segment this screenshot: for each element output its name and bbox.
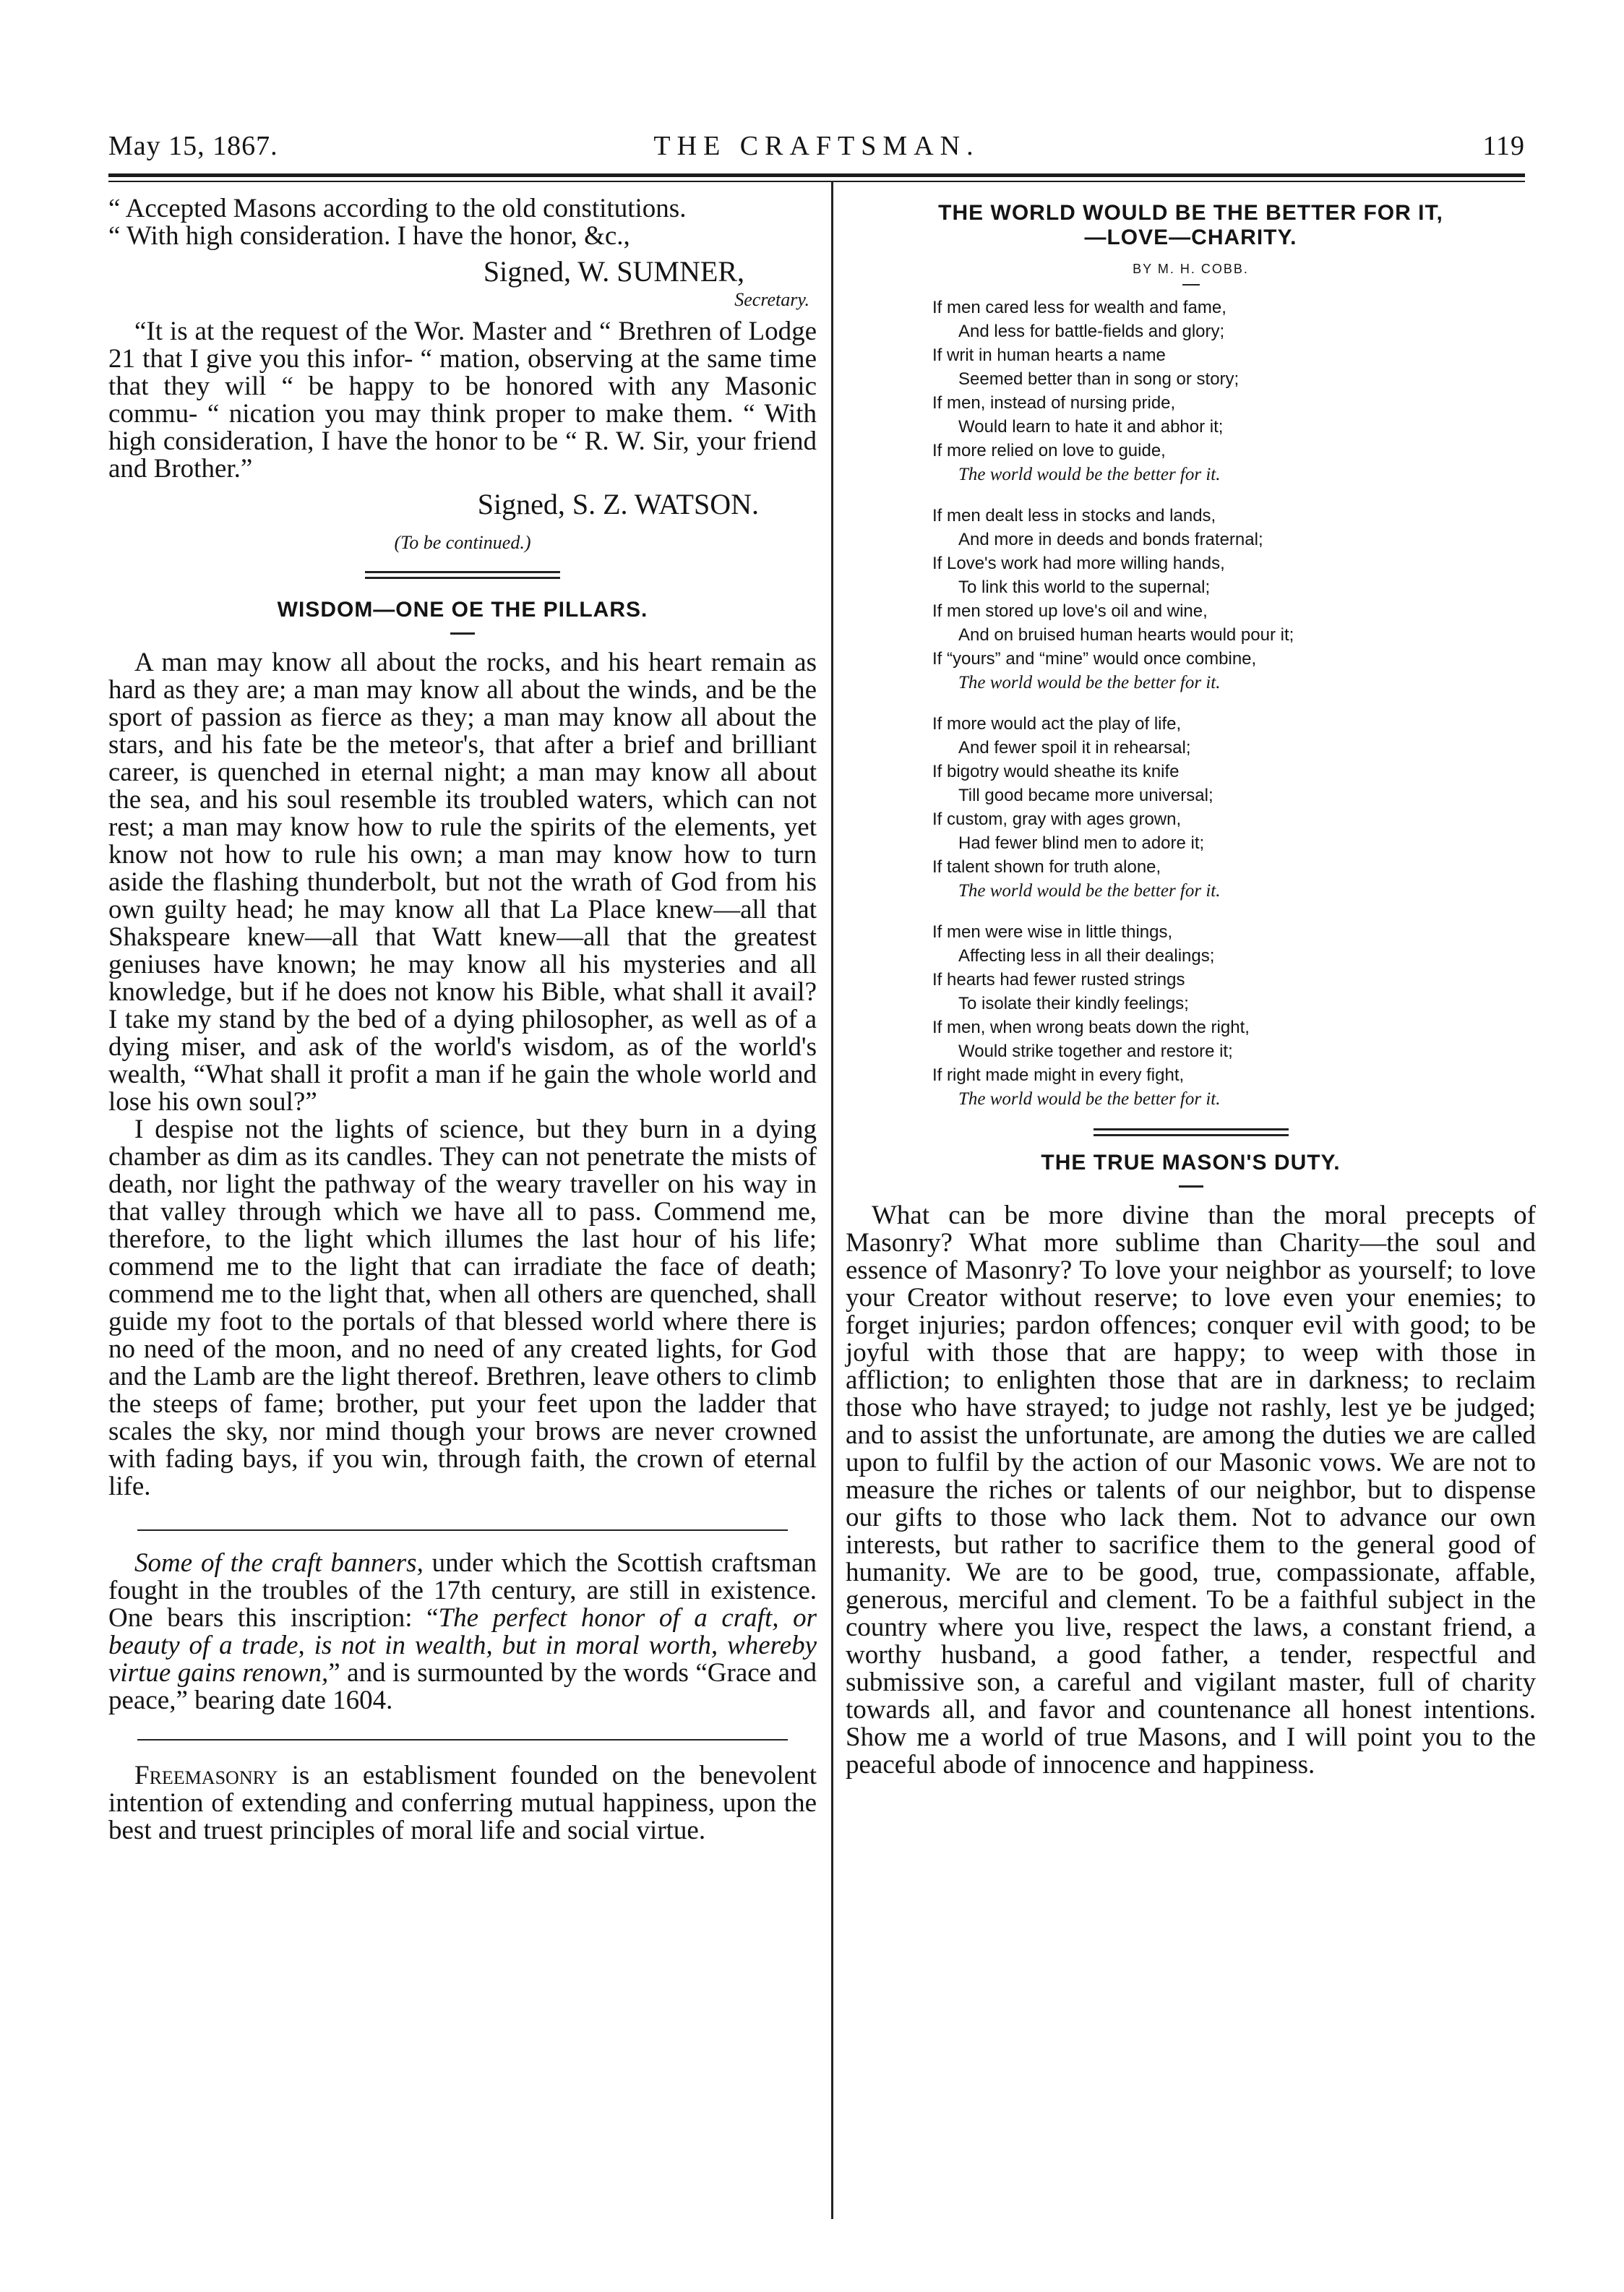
letter-line-1: “ Accepted Masons according to the old constitutions. xyxy=(108,194,687,223)
heading-dash xyxy=(450,632,475,635)
poem-line: And fewer spoil it in rehearsal; xyxy=(958,738,1191,757)
page-number: 119 xyxy=(1482,131,1525,161)
poem-line: If bigotry would sheathe its knife xyxy=(932,762,1180,781)
poem-title-line-1: THE WORLD WOULD BE THE BETTER FOR IT, xyxy=(938,201,1443,225)
wisdom-heading: WISDOM—ONE OE THE PILLARS. xyxy=(277,598,648,622)
byline-dash xyxy=(1182,284,1200,286)
page-header xyxy=(108,130,1525,162)
header-rule-thick xyxy=(108,173,1525,177)
continued-note: (To be continued.) xyxy=(394,532,531,553)
poem-title-line-2: —LOVE—CHARITY. xyxy=(1084,226,1297,249)
poem-line: Till good became more universal; xyxy=(958,786,1213,805)
poem-line: If writ in human hearts a name xyxy=(932,345,1166,365)
poem-line: And more in deeds and bonds fraternal; xyxy=(958,530,1263,549)
freemasonry-text: is an establisment founded on the benevolent intention of extending and conferring mutual happiness, upon the best and truest principles of moral life and social virtue. xyxy=(108,1761,817,1845)
letter-line-2: “ With high consideration. I have the honor, &c., xyxy=(108,221,630,251)
poem-stanza-3 xyxy=(932,712,1536,903)
poem-line: Would learn to hate it and abhor it; xyxy=(958,417,1224,437)
poem-line: If talent shown for truth alone, xyxy=(932,857,1161,877)
letter-paragraph: “It is at the request of the Wor. Master and “ Brethren of Lodge 21 that I give you this infor- “ mation, observing at the same time that they will “ be happy to be honored with any Masonic commu- “ nication you may think proper to make them. “ With high consideration, I have the honor to be “ R. W. Sir, your friend and Brother.” xyxy=(108,317,817,484)
poem-line: And on bruised human hearts would pour it; xyxy=(958,625,1294,645)
poem-refrain: The world would be the better for it. xyxy=(958,673,1221,692)
poem-line: Affecting less in all their dealings; xyxy=(958,946,1215,966)
poem-line: If more relied on love to guide, xyxy=(932,441,1166,460)
banners-text-2: ” and is surmounted by the words “Grace and peace,” bearing date 1604. xyxy=(108,1658,817,1715)
poem-line: To link this world to the supernal; xyxy=(958,578,1211,597)
poem-line: If right made might in every fight, xyxy=(932,1065,1185,1085)
wisdom-paragraph-2: I despise not the lights of science, but they burn in a dying chamber as dim as its candles. They can not penetrate the mists of death, nor light the pathway of the weary traveller on his way in that valley through which we have all to pass. Commend me, therefore, to the light which illumes the last hour of his life; commend me to the light that can irradiate the face of death; commend me to the light that, when all others are quenched, shall guide my foot to the portals of that blessed world where there is no need of the moon, and no need of any created lights, for God and the Lamb are the light thereof. Brethren, leave others to climb the steeps of fame; brother, put your feet upon the ladder that scales the sky, nor mind though your brows are never crowned with fading bays, if you win, through faith, the crown of eternal life. xyxy=(108,1115,817,1501)
section-separator xyxy=(1094,1128,1289,1136)
column-divider xyxy=(831,181,833,2219)
poem-line: Would strike together and restore it; xyxy=(958,1042,1233,1061)
right-column xyxy=(846,195,1536,1779)
duty-heading: THE TRUE MASON'S DUTY. xyxy=(1041,1151,1341,1175)
poem-refrain: The world would be the better for it. xyxy=(958,881,1221,901)
poem-line: If men, when wrong beats down the right, xyxy=(932,1018,1250,1037)
duty-paragraph: What can be more divine than the moral precepts of Masonry? What more sublime than Charity—the soul and essence of Masonry? To love your neighbor as yourself; to love your Creator without reserve; to love even your enemies; to forget injuries; pardon offences; conquer evil with good; to be joyful with those that are happy; to weep with those in affliction; to enlighten those that are in darkness; to reclaim those who have strayed; to judge not rashly, lest ye be judged; and to assist the unfortunate, are among the duties we are called upon to fulfil by the action of our Masonic vows. We are not to measure the riches or talents of our neighbor, but to dispense our gifts to those who lack them. Not to advance our own interests, but rather to sacrifice them to the general good of humanity. We are to be good, true, compassionate, affable, generous, merciful and clement. To be a faithful subject in the country where you live, respect the laws, a constant friend, a worthy husband, a good father, a tender, respectful and submissive son, a careful and vigilant master, full of charity towards all, and favor and countenance all honest intentions. Show me a world of true Masons, and I will point you to the peaceful abode of innocence and happiness. xyxy=(846,1201,1536,1780)
poem-line: If men were wise in little things, xyxy=(932,922,1173,942)
issue-date: May 15, 1867. xyxy=(108,131,278,161)
article-rule xyxy=(137,1529,788,1531)
poem-line: If men dealt less in stocks and lands, xyxy=(932,506,1216,525)
poem-line: Seemed better than in song or story; xyxy=(958,369,1240,389)
signature-sumner: Signed, W. SUMNER, xyxy=(483,255,744,288)
poem-byline: BY M. H. COBB. xyxy=(1133,262,1249,276)
poem-line: Had fewer blind men to adore it; xyxy=(958,833,1205,853)
poem-line: If more would act the play of life, xyxy=(932,714,1182,734)
article-rule-2 xyxy=(137,1739,788,1741)
poem-body xyxy=(932,296,1536,1111)
poem-line: And less for battle-fields and glory; xyxy=(958,322,1225,341)
poem-stanza-1 xyxy=(932,296,1536,486)
letter-continuation xyxy=(108,195,817,554)
banners-text-1: under which the Scottish craftsman fought in the troubles of the 17th century, are still in existence. One bears this inscription: “ xyxy=(108,1548,817,1633)
freemasonry-lead: Freemasonry xyxy=(134,1761,278,1790)
header-rule-thin xyxy=(108,181,1525,182)
heading-dash xyxy=(1179,1185,1203,1188)
publication-title: THE CRAFTSMAN. xyxy=(653,131,980,161)
poem-line: If custom, gray with ages grown, xyxy=(932,810,1182,829)
signature-watson: Signed, S. Z. WATSON. xyxy=(477,488,759,520)
article-freemasonry xyxy=(108,1762,817,1845)
poem-line: If hearts had fewer rusted strings xyxy=(932,970,1185,990)
freemasonry-paragraph xyxy=(108,1762,817,1845)
poem-line: If men, instead of nursing pride, xyxy=(932,393,1176,413)
poem-line: If Love's work had more willing hands, xyxy=(932,554,1225,573)
poem-line: If men cared less for wealth and fame, xyxy=(932,298,1226,317)
left-column xyxy=(108,195,817,1845)
article-true-masons-duty xyxy=(846,1151,1536,1779)
poem-stanza-2 xyxy=(932,504,1536,695)
article-wisdom xyxy=(108,598,817,1501)
poem-article xyxy=(846,201,1536,1111)
poem-stanza-4 xyxy=(932,920,1536,1111)
wisdom-paragraph-1: A man may know all about the rocks, and his heart remain as hard as they are; a man may know all about the winds, and be the sport of passion as fierce as they; a man may know all about the stars, and his fate be the meteor's, that after a brief and brilliant career, is quenched in eternal night; a man may know all about the sea, and his soul resemble its troubled waters, which can not rest; a man may know how to rule the spirits of the elements, yet know not how to rule his own; a man may know how to turn aside the flashing thunderbolt, but not the wrath of God from his own guilty head; he may know all that La Place knew—all that Shakspeare knew—all that Watt knew—all that the greatest geniuses have known; he may know all his mysteries and all knowledge, but if he does not know his Bible, what shall it avail? I take my stand by the bed of a dying philosopher, as well as of a dying miser, and ask of the world's wisdom, as of the world's wealth, “What shall it profit a man if he gain the whole world and lose his own soul?” xyxy=(108,648,817,1117)
signature-role: Secretary. xyxy=(734,289,809,310)
article-banners xyxy=(108,1550,817,1714)
section-separator xyxy=(365,571,560,579)
poem-line: If men stored up love's oil and wine, xyxy=(932,601,1208,621)
banners-lead: Some of the craft banners, xyxy=(134,1548,424,1578)
poem-line: To isolate their kindly feelings; xyxy=(958,994,1189,1013)
banners-paragraph xyxy=(108,1550,817,1714)
poem-line: If “yours” and “mine” would once combine, xyxy=(932,649,1257,669)
poem-refrain: The world would be the better for it. xyxy=(958,465,1221,484)
poem-refrain: The world would be the better for it. xyxy=(958,1089,1221,1109)
banners-inscription: The perfect honor of a craft, or beauty of a trade, is not in wealth, but in moral worth, whereby virtue gains renown, xyxy=(108,1603,817,1688)
